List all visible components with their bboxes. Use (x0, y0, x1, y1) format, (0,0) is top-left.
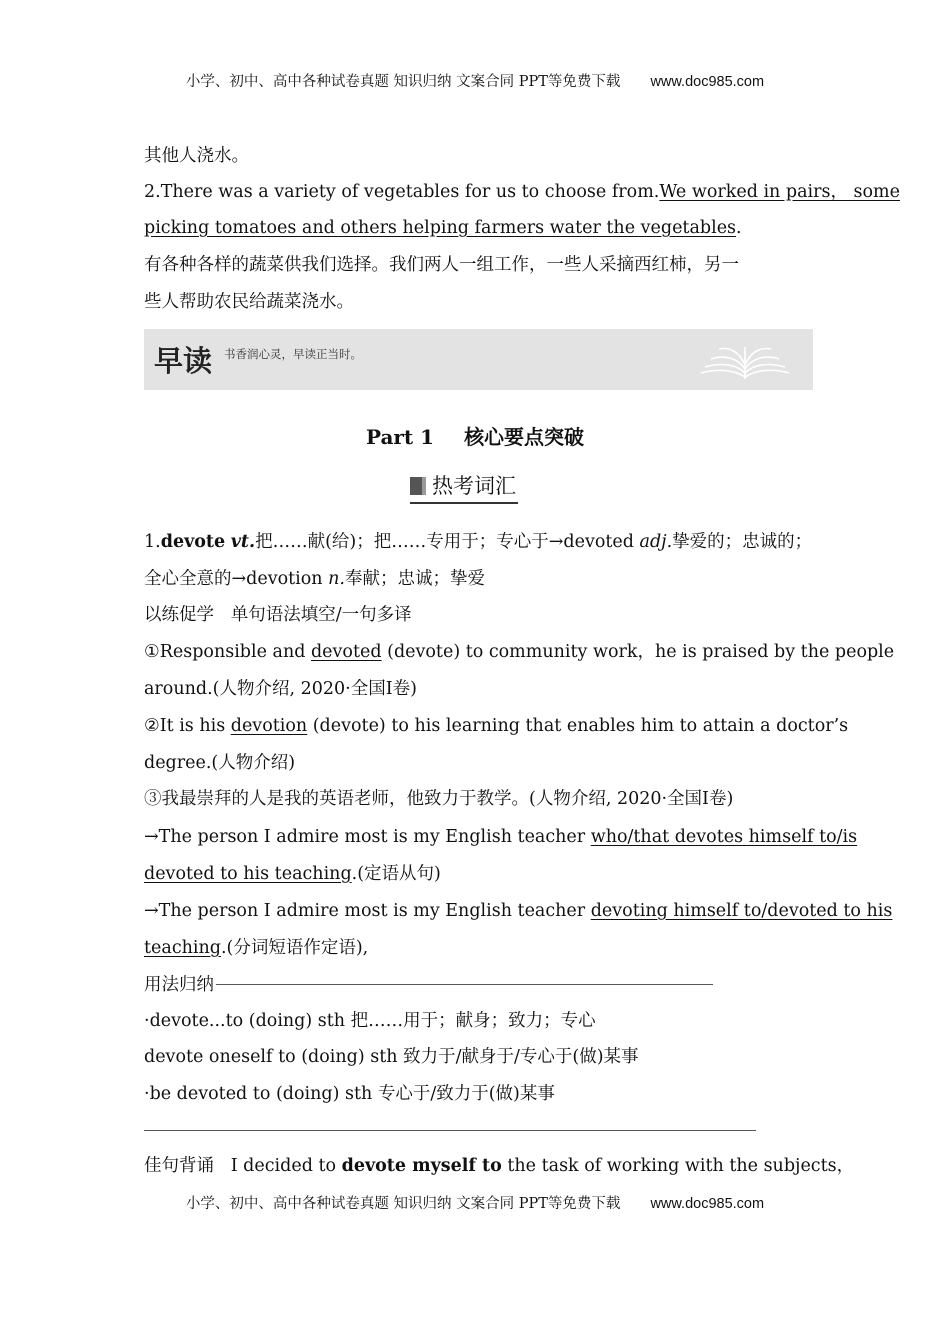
translation-2-line-1 (144, 903, 892, 921)
question-2-line-1 (144, 718, 848, 736)
question-1-line-1 (144, 644, 894, 662)
entry-def-b: 挚爱的；忠诚的； (672, 532, 813, 552)
translation-1-line-1 (144, 829, 857, 847)
t1-text: →The person I admire most is my English teacher (144, 827, 591, 847)
entry-line-1 (144, 534, 812, 552)
t2-note: .(分词短语作定语), (220, 938, 369, 958)
top-period: . (736, 218, 742, 238)
t1-answer-cont: devoted to his teaching (144, 864, 352, 884)
usage-pattern-3: ·be devoted to (doing) sth 专心于/致力于(做)某事 (144, 1084, 555, 1104)
top-line-3 (144, 220, 742, 238)
entry-number: 1. (144, 532, 161, 552)
part-heading (0, 421, 950, 450)
entry-def-d: 奉献；忠诚；挚爱 (345, 569, 485, 589)
t1-note: .(定语从句) (351, 864, 441, 884)
header-text: 小学、初中、高中各种试卷真题 知识归纳 文案合同 PPT等免费下载 (185, 74, 621, 90)
section-title (410, 470, 516, 500)
usage-label: 用法归纳 (144, 975, 214, 995)
t2-text: →The person I admire most is my English teacher (144, 901, 591, 921)
entry-noun: n. (328, 569, 345, 589)
question-3: ③我最崇拜的人是我的英语老师，他致力于教学。(人物介绍, 2020·全国Ⅰ卷) (144, 789, 734, 809)
part-title: 核心要点突破 (464, 425, 585, 449)
entry-adj: adj. (639, 532, 673, 552)
usage-divider (216, 984, 713, 985)
usage-pattern-2: devote oneself to (doing) sth 致力于/献身于/专心于(做)某事 (144, 1047, 639, 1067)
top-line-5: 些人帮助农民给蔬菜浇水。 (144, 292, 354, 312)
practice-label: 以练促学 (144, 605, 214, 625)
page-footer (0, 1192, 950, 1213)
sentence-bold: devote myself to (341, 1156, 502, 1176)
section-marker-icon (410, 477, 426, 495)
practice-heading (144, 607, 412, 625)
entry-def-a: 把……献(给)；把……专用于；专心于→devoted (255, 532, 640, 552)
q2-answer: devotion (230, 716, 308, 736)
t2-answer-cont: teaching (144, 938, 221, 958)
sentence-label: 佳句背诵 (144, 1156, 214, 1176)
top-underlined-a: We worked in pairs， some (659, 182, 900, 202)
question-1-line-2: around.(人物介绍, 2020·全国Ⅰ卷) (144, 679, 417, 699)
page-header (0, 70, 950, 91)
top-underlined-b: picking tomatoes and others helping farmers water the vegetables (144, 218, 737, 238)
t2-answer: devoting himself to/devoted to his (590, 901, 893, 921)
banner-subtitle: 书香润心灵，早读正当时。 (224, 347, 362, 361)
q2-text-b: (devote) to his learning that enables him to attain a doctor’s (307, 716, 849, 736)
morning-reading-banner (144, 329, 813, 390)
top-sentence-a: 2.There was a variety of vegetables for us to choose from. (144, 182, 660, 202)
t1-answer: who/that devotes himself to/is (590, 827, 858, 847)
part-label: Part 1 (365, 425, 435, 449)
usage-pattern-1: ·devote...to (doing) sth 把……用于；献身；致力；专心 (144, 1011, 596, 1031)
practice-task: 单句语法填空/一句多译 (230, 605, 412, 625)
header-site-link[interactable]: www.doc985.com (650, 74, 765, 90)
sentence-text-a: I decided to (230, 1156, 342, 1176)
sentence-text-b: the task of working with the subjects， (501, 1156, 855, 1176)
banner-title: 早读 (154, 344, 213, 378)
usage-end-divider (144, 1130, 756, 1131)
entry-word: devote (160, 532, 226, 552)
question-2-line-2: degree.(人物介绍) (144, 753, 296, 773)
q1-answer: devoted (310, 642, 382, 662)
q1-text-a: ①Responsible and (144, 642, 311, 662)
top-line-2 (144, 184, 900, 202)
open-book-icon (697, 339, 793, 381)
top-line-4: 有各种各样的蔬菜供我们选择。我们两人一组工作，一些人采摘西红柿，另一 (144, 255, 739, 275)
usage-heading (144, 977, 713, 995)
footer-text: 小学、初中、高中各种试卷真题 知识归纳 文案合同 PPT等免费下载 (185, 1196, 621, 1212)
sentence-line (144, 1158, 854, 1176)
translation-2-line-2 (144, 940, 368, 958)
translation-1-line-2 (144, 866, 441, 884)
entry-pos: vt. (230, 532, 256, 552)
q2-text-a: ②It is his (144, 716, 231, 736)
section-title-text: 热考词汇 (432, 474, 516, 498)
q1-text-b: (devote) to community work，he is praised by the people (381, 642, 895, 662)
entry-def-c: 全心全意的→devotion (144, 569, 329, 589)
entry-line-2 (144, 571, 485, 589)
top-line-1: 其他人浇水。 (144, 146, 249, 166)
footer-site-link[interactable]: www.doc985.com (650, 1196, 765, 1212)
